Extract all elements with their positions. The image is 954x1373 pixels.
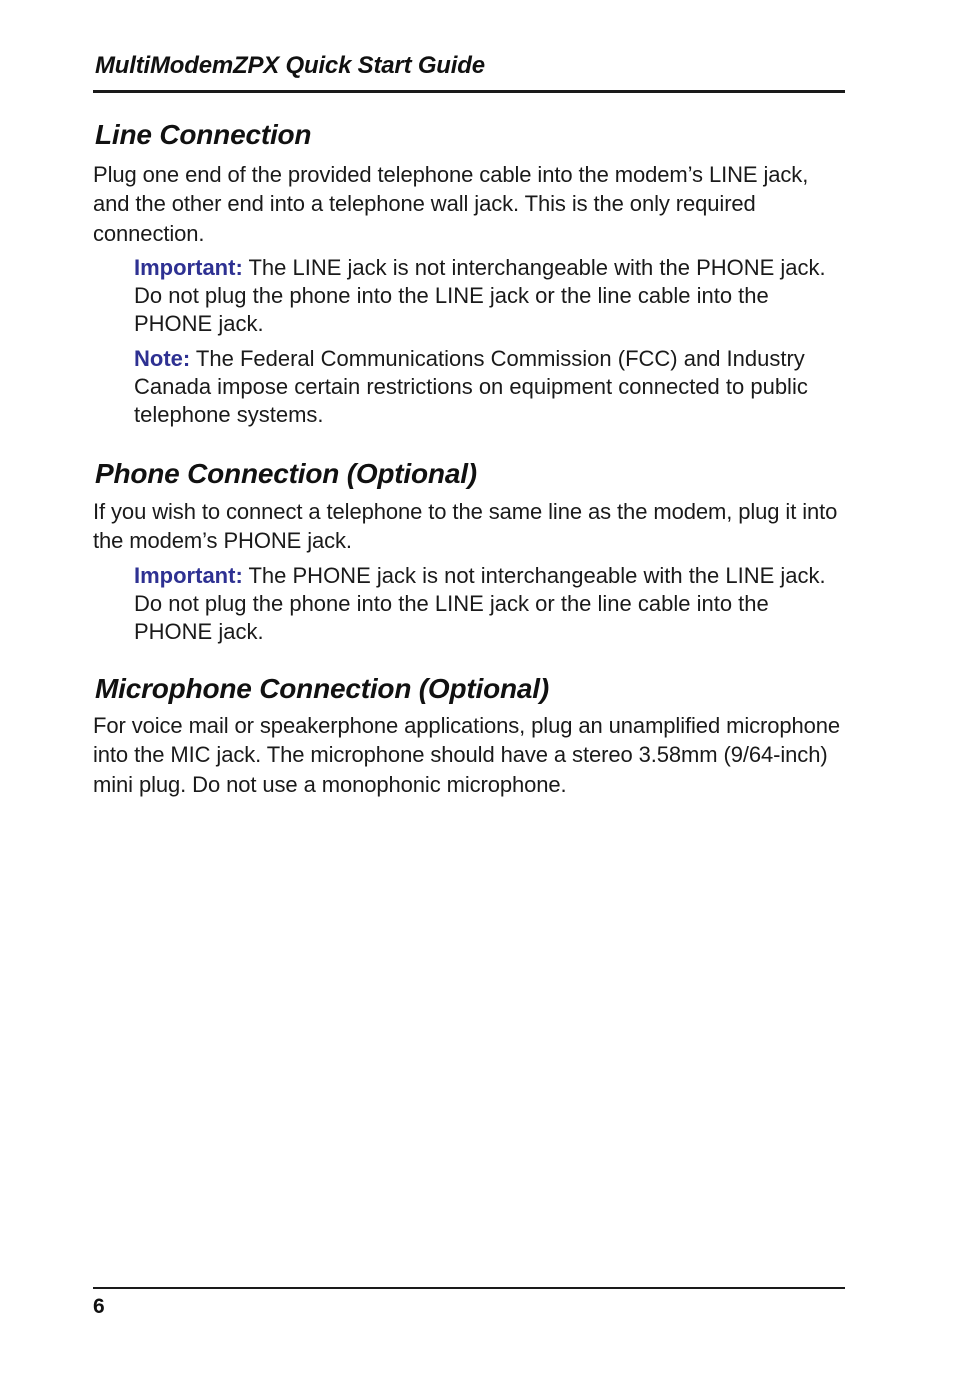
important-note: [93, 562, 845, 646]
section-heading: Phone Connection (Optional): [95, 458, 477, 489]
fcc-note: [93, 345, 845, 429]
page-number: 6: [93, 1295, 105, 1318]
section-heading: Line Connection: [95, 119, 312, 150]
note-text: The Federal Communications Commission (FCC) and Industry Canada impose certain restrictions on equipment connected to public telephone systems.: [134, 345, 808, 427]
running-header-title: MultiModemZPX Quick Start Guide: [95, 52, 485, 79]
section-line-connection: [93, 118, 845, 429]
footer-rule: [93, 1287, 845, 1289]
section-heading: Microphone Connection (Optional): [95, 673, 550, 704]
important-label: Important:: [134, 254, 243, 280]
important-label: Important:: [134, 562, 243, 588]
section-body: If you wish to connect a telephone to the same line as the modem, plug it into the modem’s PHONE jack.: [93, 499, 838, 554]
section-body: For voice mail or speakerphone applications, plug an unamplified microphone into the MIC jack. The microphone should have a stereo 3.58mm (9/64-inch) mini plug. Do not use a monophonic microphone.: [93, 713, 841, 797]
section-microphone-connection: [93, 672, 845, 799]
section-phone-connection: [93, 457, 845, 646]
important-note: [93, 254, 845, 338]
document-page: [93, 0, 845, 1373]
note-label: Note:: [134, 345, 191, 371]
important-text: The LINE jack is not interchangeable with the PHONE jack. Do not plug the phone into the LINE jack or the line cable into the PHONE jack.: [134, 254, 826, 336]
section-body: Plug one end of the provided telephone cable into the modem’s LINE jack, and the other end into a telephone wall jack. This is the only required connection.: [93, 162, 809, 246]
header-rule: [93, 90, 845, 93]
important-text: The PHONE jack is not interchangeable with the LINE jack. Do not plug the phone into the LINE jack or the line cable into the PHONE jack.: [134, 562, 826, 644]
